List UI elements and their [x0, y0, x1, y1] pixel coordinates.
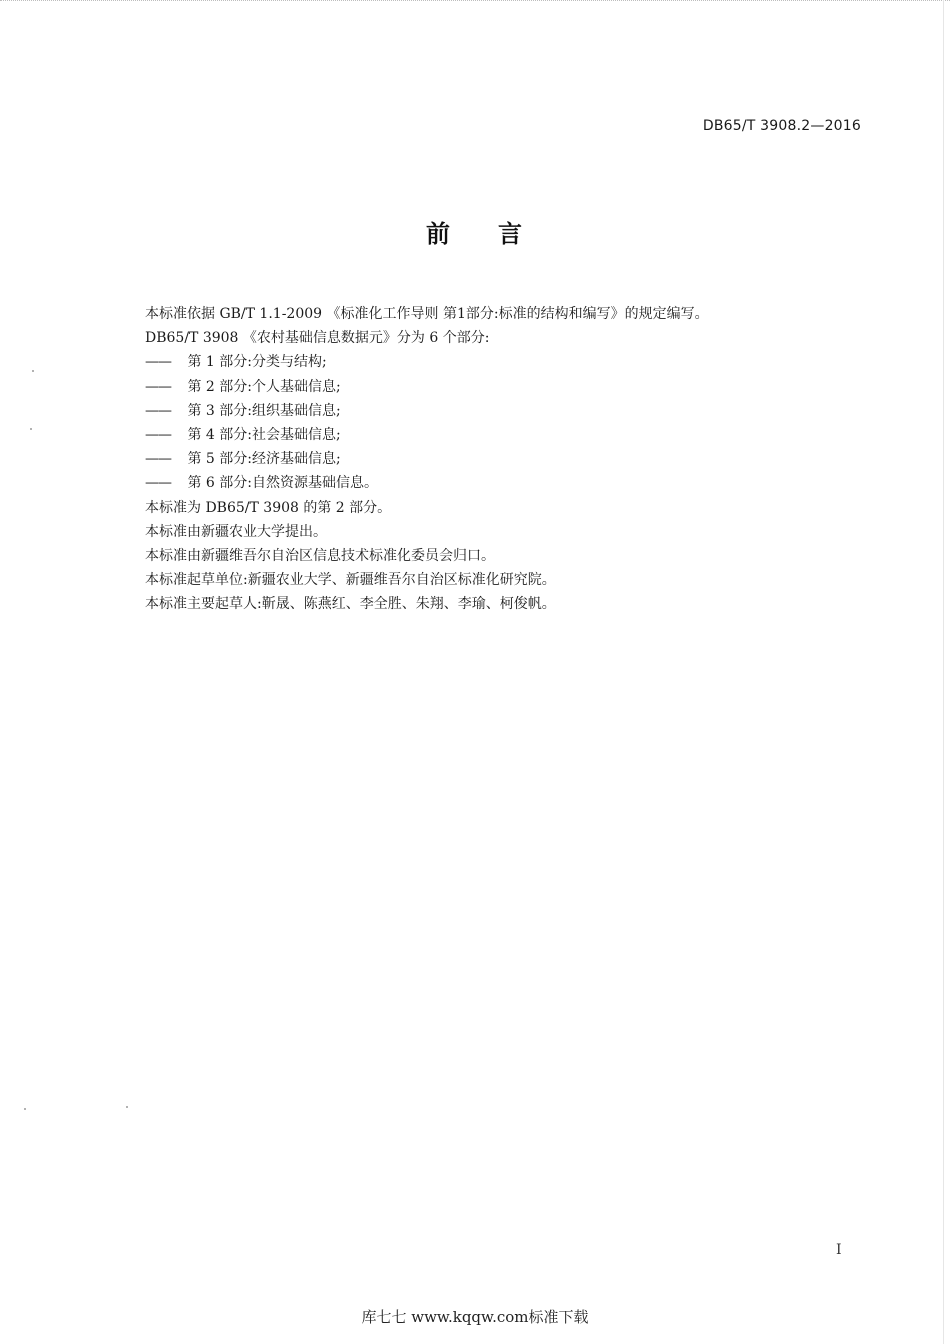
list-dash: ——: [145, 354, 171, 371]
list-dash: ——: [145, 378, 171, 395]
list-item: [145, 423, 845, 447]
list-item: [145, 375, 845, 399]
scan-speck: [30, 428, 32, 430]
list-item-text: 第 4 部分:社会基础信息;: [187, 426, 341, 443]
list-item: [145, 471, 845, 495]
list-dash: ——: [145, 426, 171, 443]
list-dash: ——: [145, 451, 171, 468]
paragraph: DB65/T 3908 《农村基础信息数据元》分为 6 个部分:: [145, 330, 490, 347]
page-title: [0, 214, 950, 249]
standard-code: DB65/T 3908.2—2016: [702, 118, 861, 134]
list-item-text: 第 2 部分:个人基础信息;: [187, 378, 341, 395]
paragraph: 本标准依据 GB/T 1.1-2009 《标准化工作导则 第1部分:标准的结构和编写》的规定编写。: [145, 306, 709, 322]
paragraph: 本标准由新疆农业大学提出。: [145, 523, 327, 540]
scan-speck: [32, 370, 34, 372]
scan-speck: [126, 1106, 128, 1108]
scan-speck: [24, 1108, 26, 1110]
list-item-text: 第 5 部分:经济基础信息;: [187, 451, 341, 468]
list-dash: ——: [145, 475, 171, 492]
paragraph: 本标准主要起草人:靳晟、陈燕红、李全胜、朱翔、李瑜、柯俊帆。: [145, 596, 556, 613]
list-item-text: 第 6 部分:自然资源基础信息。: [187, 475, 378, 492]
footer-watermark: 库七七 www.kqqw.com标准下载: [361, 1308, 589, 1326]
list-item: [145, 350, 845, 374]
page-number: I: [836, 1242, 842, 1258]
page-right-edge: [943, 0, 944, 1344]
list-item: [145, 399, 845, 423]
foreword-body: [145, 302, 845, 616]
paragraph: 本标准由新疆维吾尔自治区信息技术标准化委员会归口。: [145, 547, 495, 564]
paragraph: 本标准为 DB65/T 3908 的第 2 部分。: [145, 499, 392, 516]
list-item-text: 第 3 部分:组织基础信息;: [187, 402, 341, 419]
title-char-1: 前: [426, 220, 452, 248]
paragraph: 本标准起草单位:新疆农业大学、新疆维吾尔自治区标准化研究院。: [145, 572, 556, 589]
page-top-edge: [0, 0, 950, 6]
list-item-text: 第 1 部分:分类与结构;: [187, 354, 327, 371]
list-item: [145, 447, 845, 471]
list-dash: ——: [145, 402, 171, 419]
title-char-2: 言: [498, 220, 524, 248]
